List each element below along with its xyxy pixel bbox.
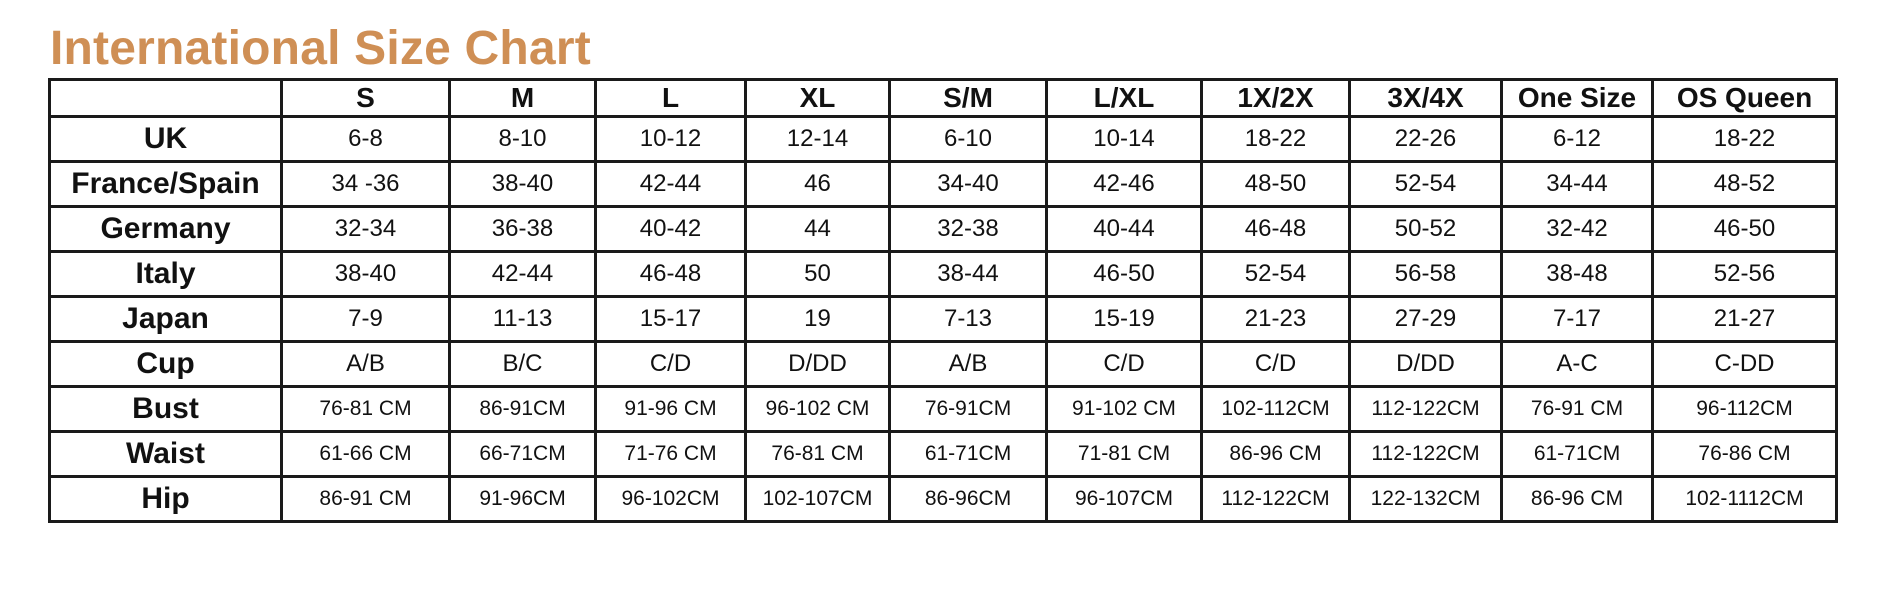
table-cell: 46-50 <box>1653 207 1837 252</box>
table-cell: 52-54 <box>1202 252 1350 297</box>
table-cell: 18-22 <box>1653 117 1837 162</box>
table-cell: 34-40 <box>890 162 1047 207</box>
table-cell: 96-102 CM <box>746 387 890 432</box>
table-cell: 32-38 <box>890 207 1047 252</box>
table-cell: 50 <box>746 252 890 297</box>
header-corner-cell <box>50 80 282 117</box>
column-header: S/M <box>890 80 1047 117</box>
table-cell: 91-102 CM <box>1047 387 1202 432</box>
table-cell: 7-17 <box>1502 297 1653 342</box>
table-cell: 6-12 <box>1502 117 1653 162</box>
table-cell: 96-102CM <box>596 477 746 522</box>
table-cell: 76-91CM <box>890 387 1047 432</box>
table-cell: 61-71CM <box>1502 432 1653 477</box>
column-header: XL <box>746 80 890 117</box>
table-cell: 96-112CM <box>1653 387 1837 432</box>
table-cell: 52-54 <box>1350 162 1502 207</box>
table-cell: 46 <box>746 162 890 207</box>
row-label: UK <box>50 117 282 162</box>
column-header: One Size <box>1502 80 1653 117</box>
table-cell: 42-46 <box>1047 162 1202 207</box>
column-header: L <box>596 80 746 117</box>
table-cell: 112-122CM <box>1202 477 1350 522</box>
table-cell: 102-107CM <box>746 477 890 522</box>
column-header: S <box>282 80 450 117</box>
table-cell: 48-52 <box>1653 162 1837 207</box>
table-cell: 18-22 <box>1202 117 1350 162</box>
column-header: M <box>450 80 596 117</box>
table-row <box>50 207 1837 252</box>
table-cell: 11-13 <box>450 297 596 342</box>
table-cell: A/B <box>890 342 1047 387</box>
table-cell: A-C <box>1502 342 1653 387</box>
table-cell: 86-96CM <box>890 477 1047 522</box>
table-cell: B/C <box>450 342 596 387</box>
table-cell: 34-44 <box>1502 162 1653 207</box>
table-cell: 122-132CM <box>1350 477 1502 522</box>
table-cell: 96-107CM <box>1047 477 1202 522</box>
table-row <box>50 252 1837 297</box>
table-cell: 61-71CM <box>890 432 1047 477</box>
table-cell: 86-91CM <box>450 387 596 432</box>
table-cell: 10-12 <box>596 117 746 162</box>
column-header: OS Queen <box>1653 80 1837 117</box>
table-cell: 76-81 CM <box>282 387 450 432</box>
table-cell: 7-9 <box>282 297 450 342</box>
row-label: Hip <box>50 477 282 522</box>
table-cell: 52-56 <box>1653 252 1837 297</box>
table-row <box>50 117 1837 162</box>
row-label: Italy <box>50 252 282 297</box>
table-cell: 38-44 <box>890 252 1047 297</box>
row-label: Japan <box>50 297 282 342</box>
table-body <box>50 117 1837 522</box>
table-cell: 76-91 CM <box>1502 387 1653 432</box>
table-cell: C/D <box>1202 342 1350 387</box>
table-cell: 6-10 <box>890 117 1047 162</box>
table-cell: 21-27 <box>1653 297 1837 342</box>
table-cell: 76-81 CM <box>746 432 890 477</box>
table-row <box>50 387 1837 432</box>
table-cell: 86-96 CM <box>1502 477 1653 522</box>
table-cell: 71-81 CM <box>1047 432 1202 477</box>
table-row <box>50 432 1837 477</box>
table-cell: 112-122CM <box>1350 432 1502 477</box>
page-title: International Size Chart <box>50 22 591 75</box>
table-cell: 34 -36 <box>282 162 450 207</box>
table-row <box>50 162 1837 207</box>
table-cell: 32-42 <box>1502 207 1653 252</box>
table-row <box>50 477 1837 522</box>
table-cell: 44 <box>746 207 890 252</box>
table-cell: 66-71CM <box>450 432 596 477</box>
row-label: Cup <box>50 342 282 387</box>
table-cell: A/B <box>282 342 450 387</box>
table-cell: 42-44 <box>596 162 746 207</box>
table-cell: C-DD <box>1653 342 1837 387</box>
table-cell: 36-38 <box>450 207 596 252</box>
table-cell: 10-14 <box>1047 117 1202 162</box>
table-cell: 38-40 <box>282 252 450 297</box>
table-cell: D/DD <box>746 342 890 387</box>
table-cell: 38-40 <box>450 162 596 207</box>
table-cell: 7-13 <box>890 297 1047 342</box>
table-cell: 46-48 <box>596 252 746 297</box>
table-cell: 50-52 <box>1350 207 1502 252</box>
table-cell: 8-10 <box>450 117 596 162</box>
table-cell: 91-96 CM <box>596 387 746 432</box>
table-cell: 46-48 <box>1202 207 1350 252</box>
table-cell: 40-42 <box>596 207 746 252</box>
header-row <box>50 80 1837 117</box>
table-cell: 15-17 <box>596 297 746 342</box>
table-cell: 112-122CM <box>1350 387 1502 432</box>
column-header: 3X/4X <box>1350 80 1502 117</box>
table-cell: 71-76 CM <box>596 432 746 477</box>
row-label: Germany <box>50 207 282 252</box>
table-cell: 86-96 CM <box>1202 432 1350 477</box>
table-cell: 56-58 <box>1350 252 1502 297</box>
table-cell: 15-19 <box>1047 297 1202 342</box>
table-cell: 86-91 CM <box>282 477 450 522</box>
table-cell: D/DD <box>1350 342 1502 387</box>
table-cell: 19 <box>746 297 890 342</box>
column-header: L/XL <box>1047 80 1202 117</box>
table-cell: 61-66 CM <box>282 432 450 477</box>
table-cell: 38-48 <box>1502 252 1653 297</box>
table-cell: 46-50 <box>1047 252 1202 297</box>
table-cell: 6-8 <box>282 117 450 162</box>
table-cell: 40-44 <box>1047 207 1202 252</box>
row-label: Waist <box>50 432 282 477</box>
table-header <box>50 80 1837 117</box>
table-cell: 48-50 <box>1202 162 1350 207</box>
table-cell: C/D <box>596 342 746 387</box>
table-cell: 27-29 <box>1350 297 1502 342</box>
table-cell: 102-112CM <box>1202 387 1350 432</box>
column-header: 1X/2X <box>1202 80 1350 117</box>
table-cell: 12-14 <box>746 117 890 162</box>
table-cell: C/D <box>1047 342 1202 387</box>
table-cell: 21-23 <box>1202 297 1350 342</box>
table-cell: 22-26 <box>1350 117 1502 162</box>
row-label: France/Spain <box>50 162 282 207</box>
table-row <box>50 297 1837 342</box>
table-cell: 42-44 <box>450 252 596 297</box>
table-row <box>50 342 1837 387</box>
table-cell: 102-1112CM <box>1653 477 1837 522</box>
table-cell: 91-96CM <box>450 477 596 522</box>
table-cell: 76-86 CM <box>1653 432 1837 477</box>
table-cell: 32-34 <box>282 207 450 252</box>
size-chart-table <box>48 78 1838 523</box>
row-label: Bust <box>50 387 282 432</box>
